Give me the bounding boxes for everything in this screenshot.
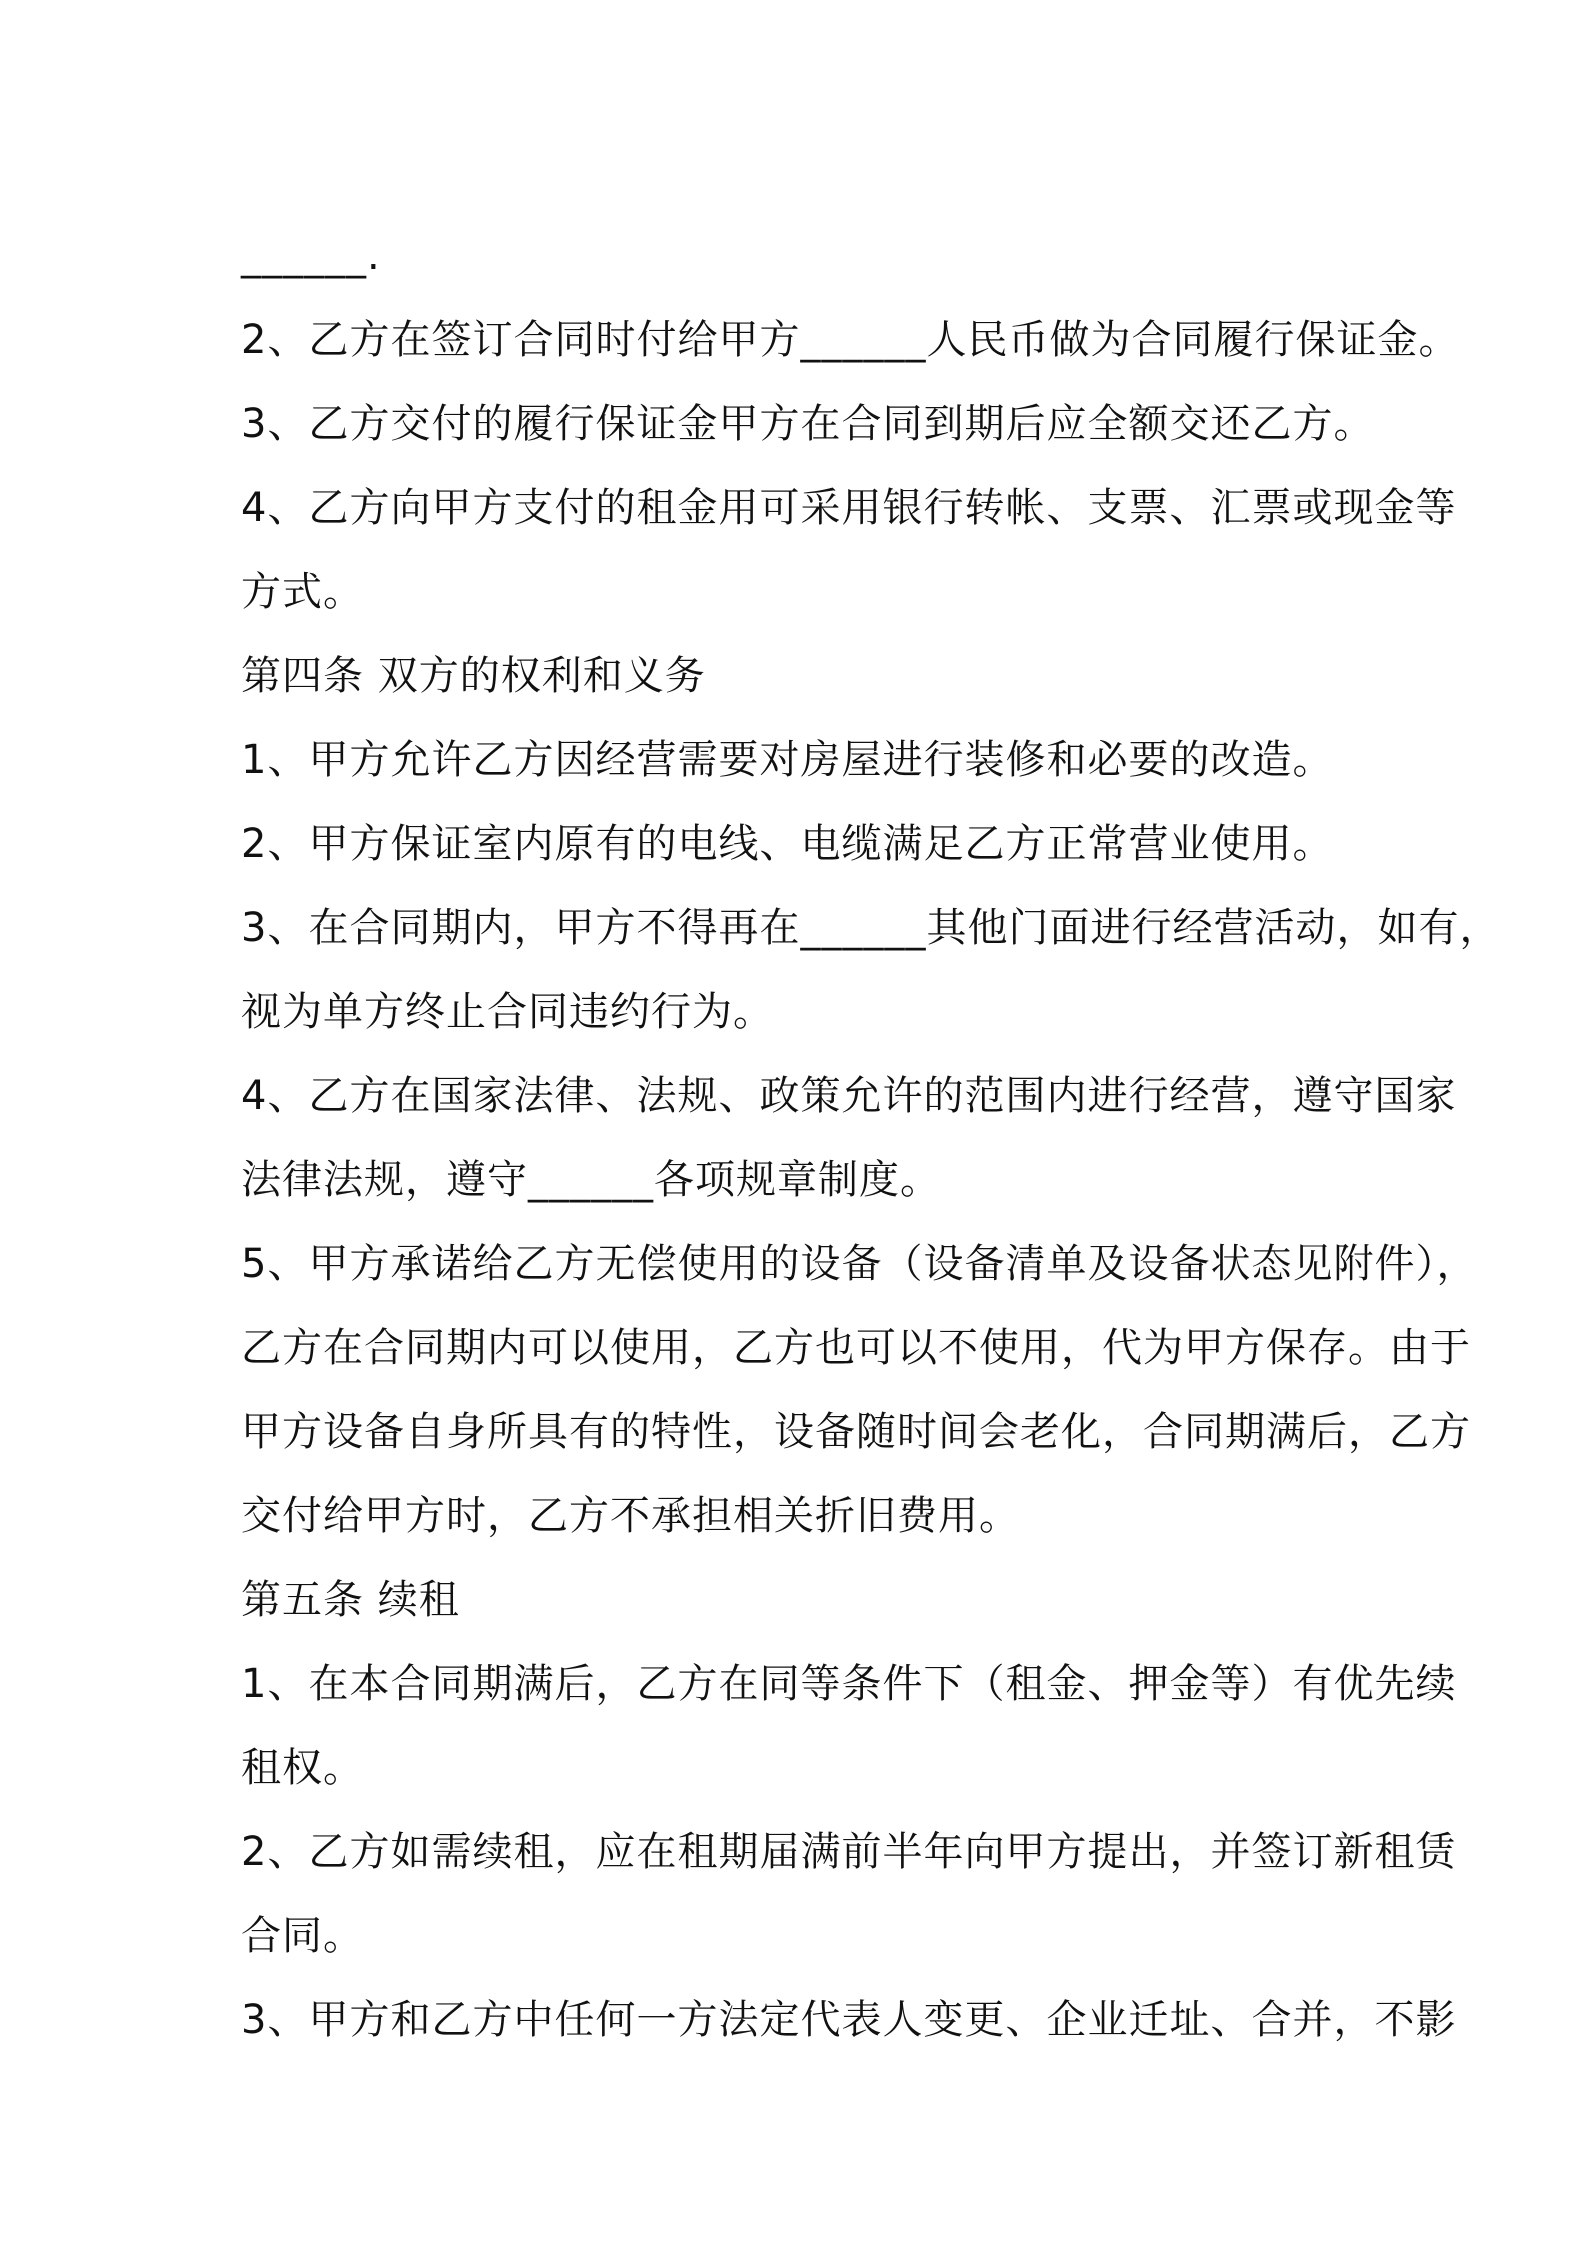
section-heading-article-4: 第四条 双方的权利和义务 [241,653,706,699]
section-heading-article-5: 第五条 续租 [241,1577,460,1623]
text-line-clause-4-5-cont-3: 交付给甲方时，乙方不承担相关折旧费用。 [241,1493,1020,1539]
text-line-clause-4-5: 5、甲方承诺给乙方无偿使用的设备（设备清单及设备状态见附件）， [241,1241,1478,1287]
text-line-clause-4-5-cont-1: 乙方在合同期内可以使用，乙方也可以不使用，代为甲方保存。由于 [241,1325,1471,1371]
text-line-clause-4-5-cont-2: 甲方设备自身所具有的特性，设备随时间会老化，合同期满后，乙方 [241,1409,1471,1455]
text-line-clause-4-3: 3、在合同期内，甲方不得再在______其他门面进行经营活动，如有， [241,905,1501,951]
text-line-clause-5-1-cont: 租权。 [241,1745,364,1791]
text-line-clause-3-4: 4、乙方向甲方支付的租金用可采用银行转帐、支票、汇票或现金等 [241,485,1457,531]
text-line-clause-4-4-cont: 法律法规，遵守______各项规章制度。 [241,1157,941,1203]
text-line-clause-4-4: 4、乙方在国家法律、法规、政策允许的范围内进行经营，遵守国家 [241,1073,1457,1119]
text-line-clause-4-3-cont: 视为单方终止合同违约行为。 [241,989,774,1035]
text-line-clause-3-4-cont: 方式。 [241,569,364,615]
text-line-clause-4-2: 2、甲方保证室内原有的电线、电缆满足乙方正常营业使用。 [241,821,1334,867]
text-line-clause-5-2-cont: 合同。 [241,1913,364,1959]
text-line-blank-end: ______. [241,233,381,279]
text-line-clause-5-1: 1、在本合同期满后，乙方在同等条件下（租金、押金等）有优先续 [241,1661,1457,1707]
text-line-clause-5-2: 2、乙方如需续租，应在租期届满前半年向甲方提出，并签订新租赁 [241,1829,1457,1875]
document-body [241,214,1501,2062]
text-line-clause-3-2: 2、乙方在签订合同时付给甲方______人民币做为合同履行保证金。 [241,317,1460,363]
text-line-clause-4-1: 1、甲方允许乙方因经营需要对房屋进行装修和必要的改造。 [241,737,1334,783]
text-line-clause-3-3: 3、乙方交付的履行保证金甲方在合同到期后应全额交还乙方。 [241,401,1375,447]
text-line-clause-5-3: 3、甲方和乙方中任何一方法定代表人变更、企业迁址、合并，不影 [241,1997,1457,2043]
